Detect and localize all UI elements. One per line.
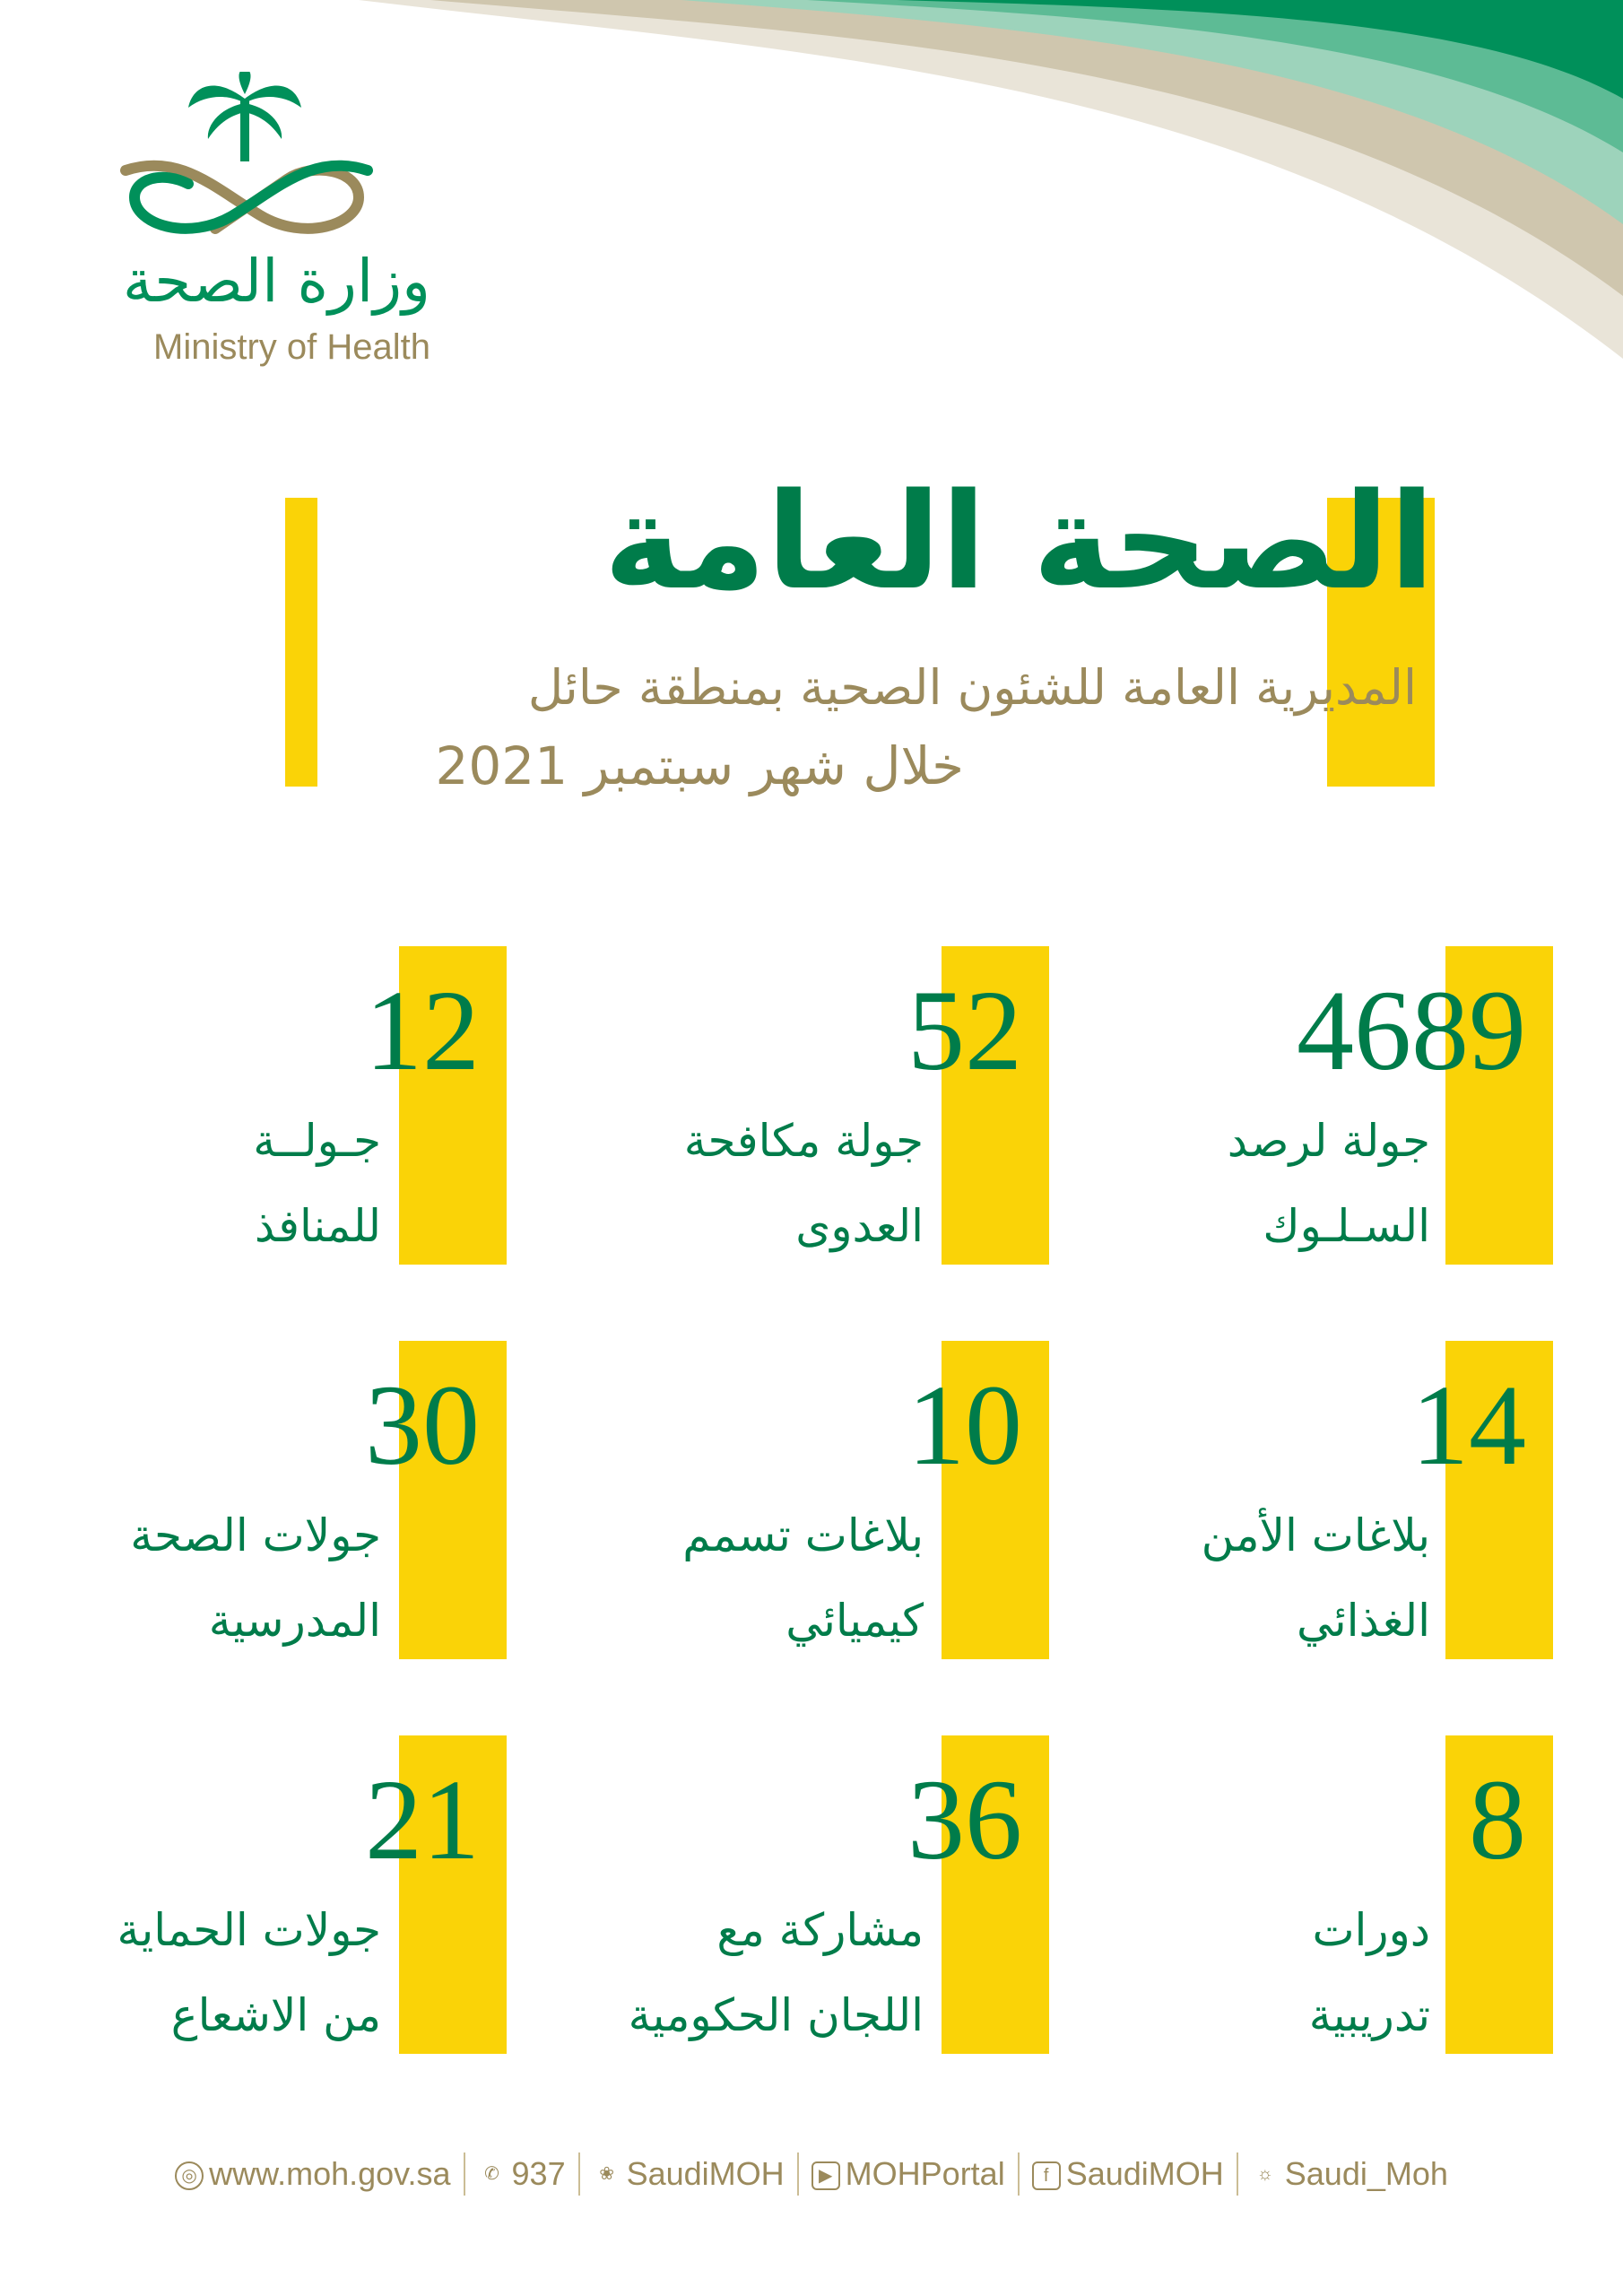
phone-icon: ✆ [484,2164,499,2185]
logo-english-text: Ministry of Health [153,327,430,367]
footer-youtube[interactable]: ▶ MOHPortal [812,2155,1005,2193]
stat-value: 8 [1469,1756,1526,1883]
stat-value: 21 [365,1756,480,1883]
stat-value: 30 [365,1361,480,1489]
stat-value: 10 [907,1361,1022,1489]
footer-divider [578,2152,580,2196]
stat-label: دورات [1312,1904,1430,1956]
stat-label: جولات الحماية [117,1904,381,1956]
stat-label: المدرسية [208,1595,381,1647]
twitter-icon: ❀ [599,2164,614,2185]
stat-label: من الاشعاع [170,1989,381,2041]
footer-divider [464,2152,465,2196]
stat-label: تدريبية [1308,1989,1430,2041]
stat-value: 36 [907,1756,1022,1883]
footer-contacts [0,2152,1623,2196]
stat-value: 12 [365,967,480,1094]
stat-label: كيميائي [785,1595,924,1647]
footer-divider [1237,2152,1238,2196]
footer-divider [1018,2152,1020,2196]
stat-value: 14 [1411,1361,1526,1489]
footer-twitter[interactable]: ❀ SaudiMOH [593,2155,785,2193]
logo-arabic-text: وزارة الصحة [122,247,430,316]
page-period: خلال شهر سبتمبر 2021 [435,735,964,796]
snapchat-icon: ☼ [1256,2164,1273,2185]
title-bar-left [285,498,317,787]
page-subtitle: المديرية العامة للشئون الصحية بمنطقة حائل [527,659,1417,716]
moh-logo [108,72,430,377]
stat-label: جولة لرصد [1227,1115,1430,1167]
footer-snapchat[interactable]: ☼ Saudi_Moh [1251,2155,1448,2193]
stat-label: اللجان الحكومية [628,1989,924,2041]
stat-label: بلاغات تسمم [682,1509,924,1561]
stat-label: جـولــة [253,1115,381,1167]
palm-swords-emblem [108,72,430,251]
stat-label: جولات الصحة [130,1509,381,1561]
stat-label: بلاغات الأمن [1201,1509,1430,1561]
footer-phone[interactable]: ✆ 937 [478,2155,566,2193]
footer-website[interactable]: ◎ www.moh.gov.sa [175,2155,450,2193]
page-title: الصحة العامة [603,465,1435,619]
stat-label: للمنافذ [254,1200,381,1252]
stat-label: جولة مكافحة [683,1115,924,1167]
stat-value: 4689 [1297,967,1526,1094]
globe-icon: ◎ [175,2161,204,2190]
facebook-icon: f [1032,2161,1061,2190]
stat-label: العدوى [795,1200,924,1252]
stat-label: الغذائي [1297,1595,1430,1647]
footer-facebook[interactable]: f SaudiMOH [1032,2155,1224,2193]
stat-value: 52 [907,967,1022,1094]
youtube-icon: ▶ [812,2161,840,2190]
stat-label: مشاركة مع [716,1904,924,1956]
footer-divider [797,2152,799,2196]
stat-label: السـلـوك [1263,1200,1430,1252]
